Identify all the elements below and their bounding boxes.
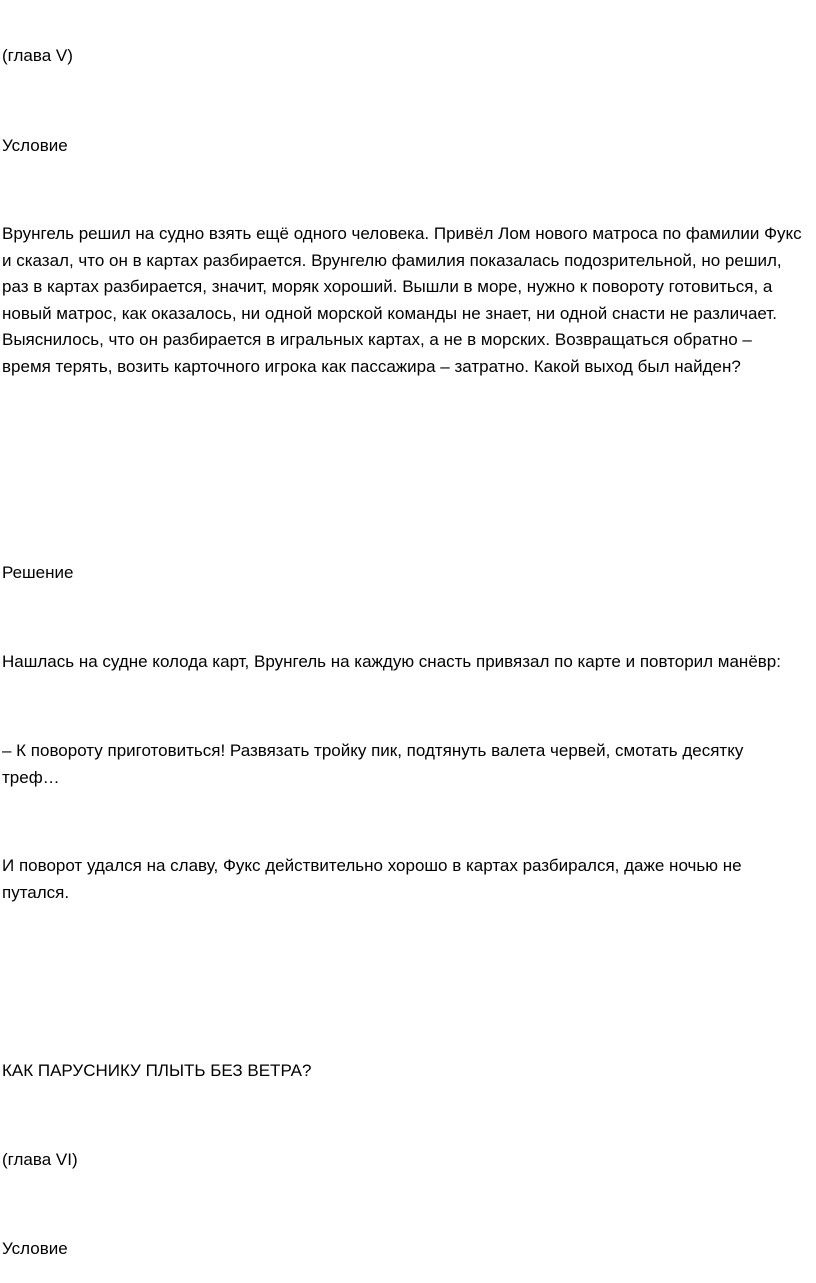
solution-heading: Решение: [2, 563, 74, 582]
chapter-label: (глава V): [2, 46, 73, 65]
solution-paragraph: Нашлась на судне колода карт, Врунгель на каждую снасть привязал по карте и повторил манёвр:: [2, 652, 781, 671]
solution-dialogue: – К повороту приготовиться! Развязать тройку пик, подтянуть валета червей, смотать десятку треф…: [2, 741, 744, 787]
condition-heading: Условие: [2, 1239, 68, 1258]
condition-heading: Условие: [2, 136, 68, 155]
condition-paragraph: Врунгель решил на судно взять ещё одного человека. Привёл Лом нового матроса по фамилии Фукс и сказал, что он в картах разбирается. Врунгелю фамилия показалась подозрительной, но решил, раз в картах разбирается, значит, моряк хороший. Вышли в море, нужно к повороту готовиться, а новый матрос, как оказалось, ни одной морской команды не знает, ни одной снасти не различает. Выяснилось, что он разбирается в игральных картах, а не в морских. Возвращаться обратно – время терять, возить карточного игрока как пассажира – затратно. Какой выход был найден?: [2, 224, 802, 376]
section-heading: КАК ПАРУСНИКУ ПЛЫТЬ БЕЗ ВЕТРА?: [2, 1061, 312, 1080]
solution-conclusion: И поворот удался на славу, Фукс действительно хорошо в картах разбирался, даже ночью не путался.: [2, 856, 742, 902]
chapter-label: (глава VI): [2, 1150, 78, 1169]
